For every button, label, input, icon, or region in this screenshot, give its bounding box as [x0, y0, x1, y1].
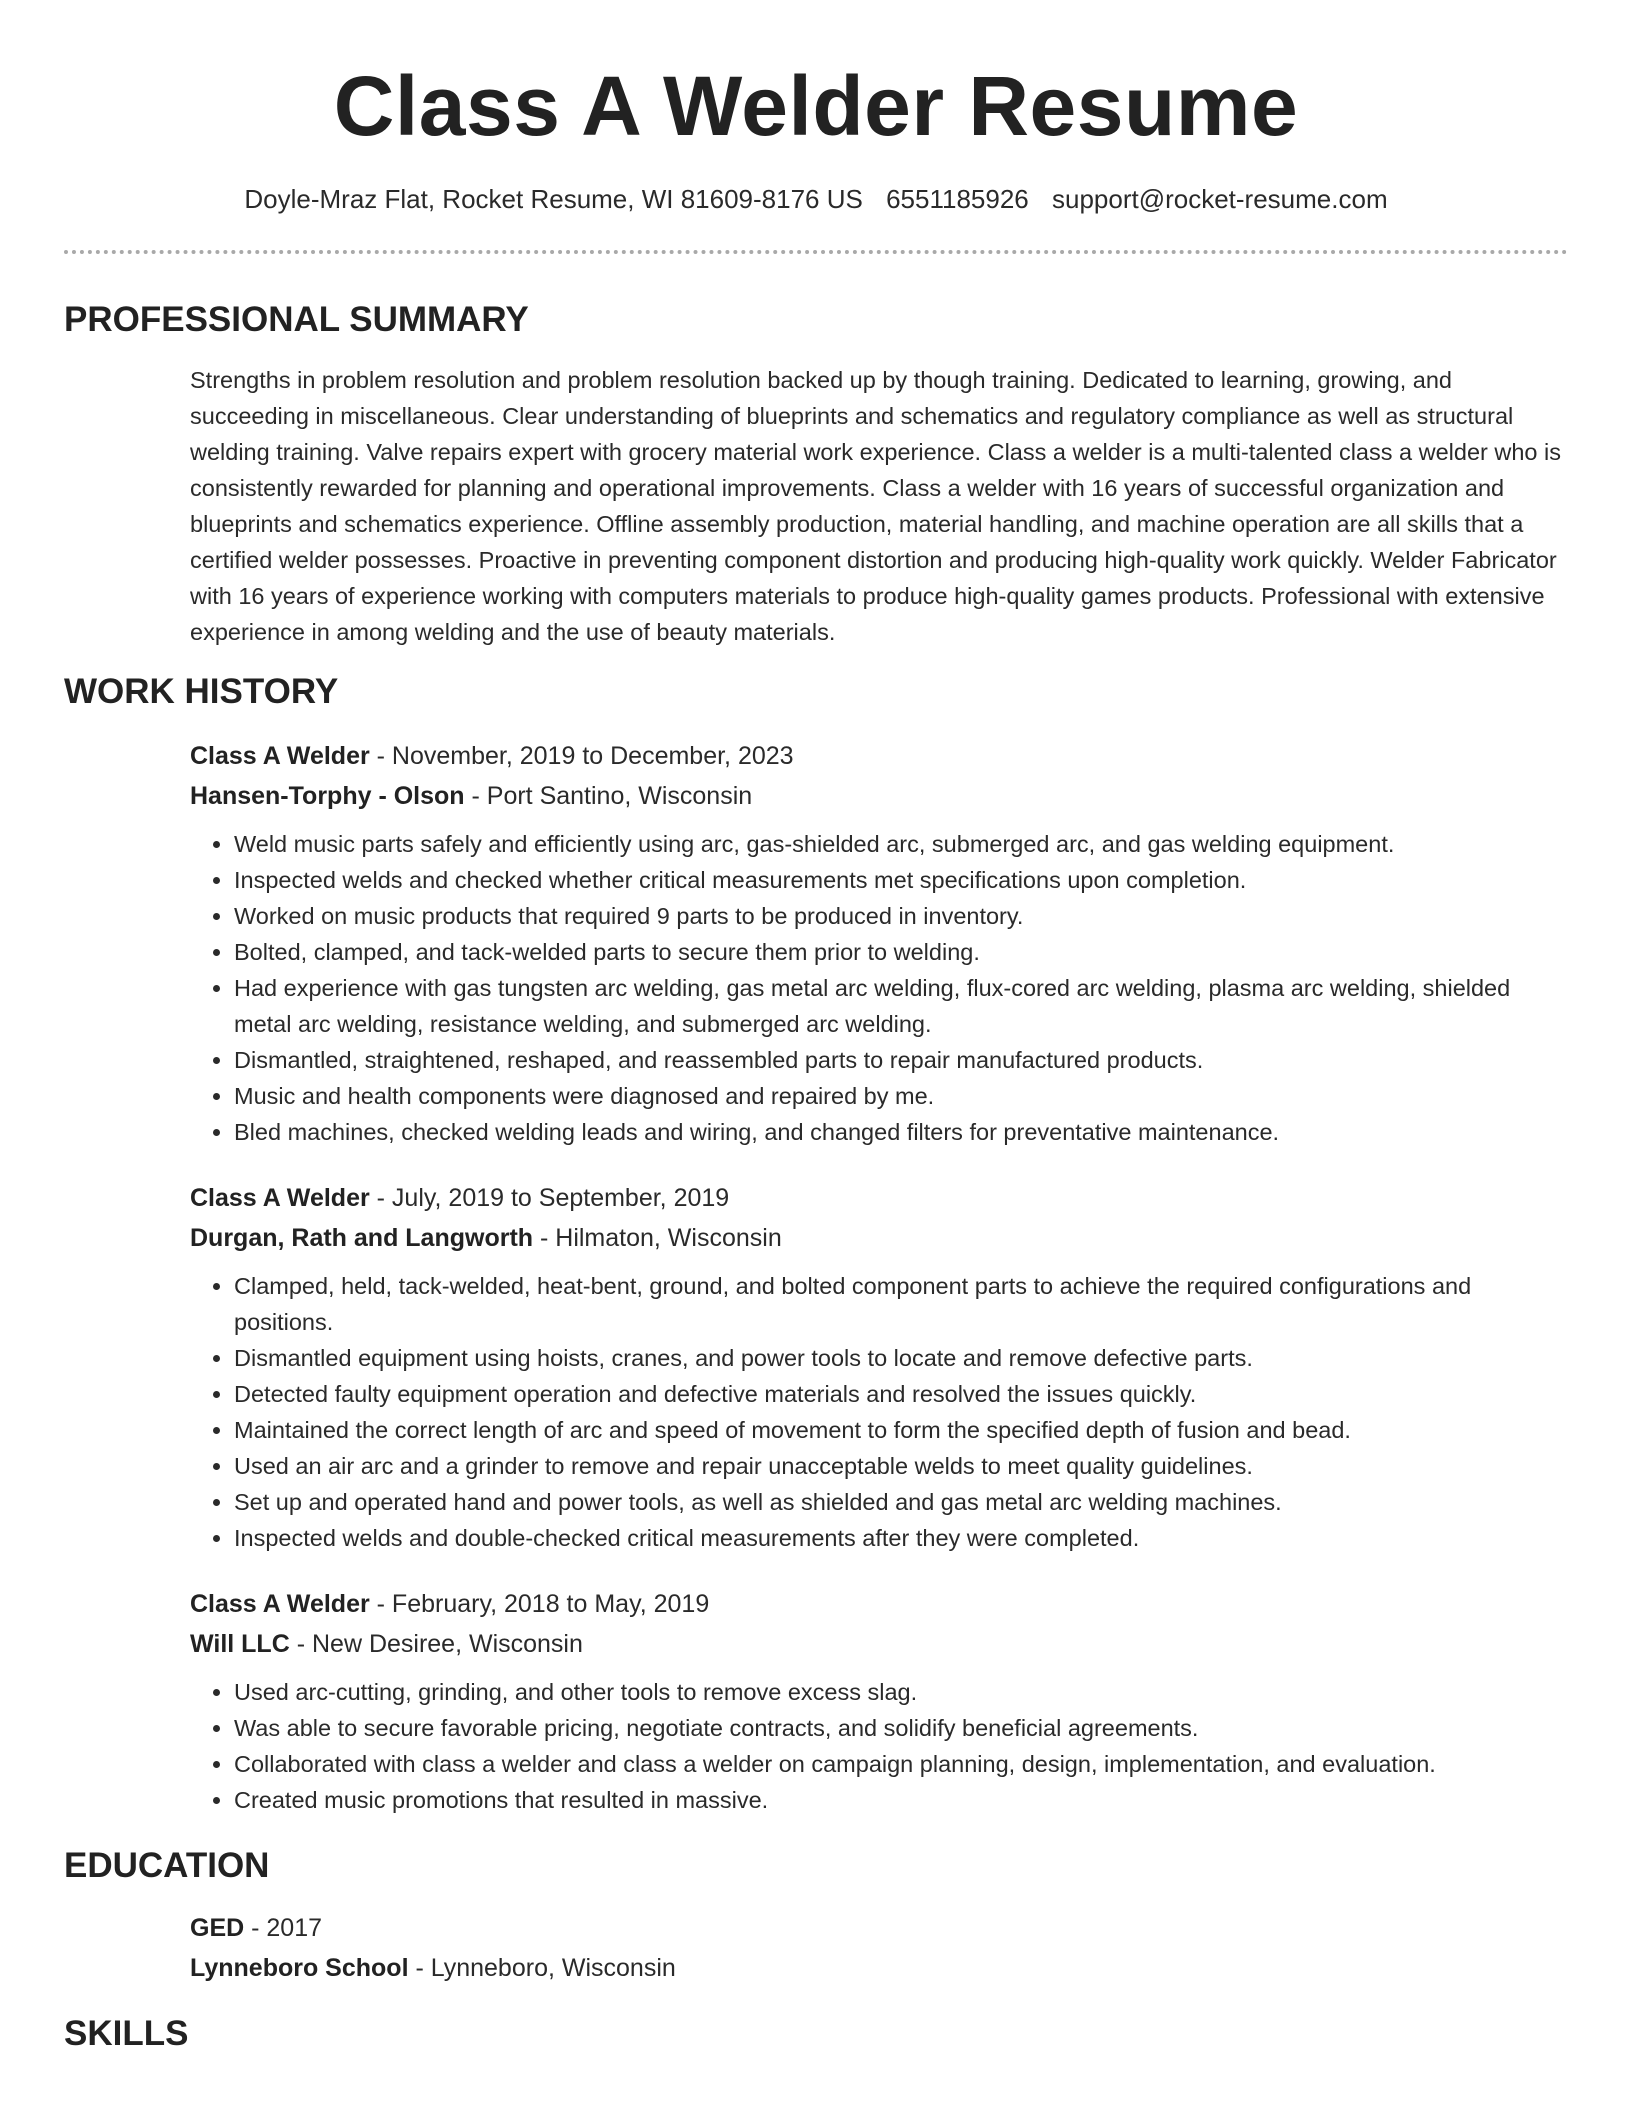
job-company-line [190, 776, 1568, 816]
job-bullet: • Worked on music products that required 9 parts to be produced in inventory. [234, 898, 1568, 934]
job-bullets [190, 1674, 1568, 1818]
job-bullet: • Created music promotions that resulted in massive. [234, 1782, 1568, 1818]
job-bullet: • Dismantled equipment using hoists, cranes, and power tools to locate and remove defective parts. [234, 1340, 1568, 1376]
job-company: Hansen-Torphy - Olson [190, 782, 465, 810]
contact-phone: 6551185926 [886, 184, 1029, 214]
job-bullet: • Was able to secure favorable pricing, negotiate contracts, and solidify beneficial agreements. [234, 1710, 1568, 1746]
job-location: - Port Santino, Wisconsin [464, 782, 753, 810]
job-entry [190, 1178, 1568, 1556]
job-bullet: • Dismantled, straightened, reshaped, and reassembled parts to repair manufactured products. [234, 1042, 1568, 1078]
summary-heading: PROFESSIONAL SUMMARY [64, 300, 529, 339]
job-bullet: • Weld music parts safely and efficiently using arc, gas-shielded arc, submerged arc, and gas welding equipment. [234, 826, 1568, 862]
job-bullets [190, 826, 1568, 1150]
education-heading: EDUCATION [64, 1846, 270, 1885]
job-bullet: • Music and health components were diagnosed and repaired by me. [234, 1078, 1568, 1114]
job-location: - Hilmaton, Wisconsin [533, 1224, 782, 1252]
job-title-line [190, 1178, 1568, 1218]
job-bullets [190, 1268, 1568, 1556]
job-bullet: • Used an air arc and a grinder to remove and repair unacceptable welds to meet quality guidelines. [234, 1448, 1568, 1484]
job-bullet: • Bled machines, checked welding leads and wiring, and changed filters for preventative maintenance. [234, 1114, 1568, 1150]
job-bullet: • Had experience with gas tungsten arc welding, gas metal arc welding, flux-cored arc welding, plasma arc welding, shielded metal arc welding, resistance welding, and submerged arc welding. [234, 970, 1568, 1042]
work-history-heading: WORK HISTORY [64, 672, 339, 711]
contact-email: support@rocket-resume.com [1051, 184, 1388, 214]
job-title-line [190, 736, 1568, 776]
job-bullet: • Detected faulty equipment operation and defective materials and resolved the issues quickly. [234, 1376, 1568, 1412]
job-bullet: • Maintained the correct length of arc and speed of movement to form the specified depth of fusion and bead. [234, 1412, 1568, 1448]
job-company-line [190, 1218, 1568, 1258]
education-school-line [190, 1948, 1568, 1988]
job-title-line [190, 1584, 1568, 1624]
job-bullet: • Inspected welds and double-checked critical measurements after they were completed. [234, 1520, 1568, 1556]
resume-page [64, 0, 1568, 2056]
job-dates: - February, 2018 to May, 2019 [369, 1590, 710, 1618]
job-dates: - November, 2019 to December, 2023 [369, 742, 794, 770]
job-company: Will LLC [190, 1630, 290, 1658]
education-location: - Lynneboro, Wisconsin [408, 1954, 676, 1982]
job-company: Durgan, Rath and Langworth [190, 1224, 534, 1252]
contact-line [64, 182, 1568, 216]
contact-address: Doyle-Mraz Flat, Rocket Resume, WI 81609-8176 US [244, 184, 863, 214]
job-bullet: • Clamped, held, tack-welded, heat-bent, ground, and bolted component parts to achieve the required configurations and positions. [234, 1268, 1568, 1340]
job-title: Class A Welder [190, 1590, 370, 1618]
job-bullet: • Bolted, clamped, and tack-welded parts to secure them prior to welding. [234, 934, 1568, 970]
resume-title: Class A Welder Resume [333, 59, 1299, 153]
education-degree-line [190, 1908, 1568, 1948]
job-title: Class A Welder [190, 742, 370, 770]
job-company-line [190, 1624, 1568, 1664]
education-degree: GED [190, 1914, 245, 1942]
header-divider [64, 250, 1568, 254]
job-dates: - July, 2019 to September, 2019 [369, 1184, 730, 1212]
job-bullet: • Set up and operated hand and power tools, as well as shielded and gas metal arc welding machines. [234, 1484, 1568, 1520]
job-location: - New Desiree, Wisconsin [289, 1630, 583, 1658]
skills-heading: SKILLS [64, 2014, 189, 2053]
job-title: Class A Welder [190, 1184, 370, 1212]
summary-text: Strengths in problem resolution and problem resolution backed up by though training. Dedicated to learning, growing, and succeeding in miscellaneous. Clear understanding of blueprints and schematics and regulatory compliance as well as structural welding training. Valve repairs expert with grocery material work experience. Class a welder is a multi-talented class a welder who is consistently rewarded for planning and operational improvements. Class a welder with 16 years of successful organization and blueprints and schematics experience. Offline assembly production, material handling, and machine operation are all skills that a certified welder possesses. Proactive in preventing component distortion and producing high-quality work quickly. Welder Fabricator with 16 years of experience working with computers materials to produce high-quality games products. Professional with extensive experience in among welding and the use of beauty materials. [190, 367, 1561, 645]
education-year: - 2017 [244, 1914, 323, 1942]
job-bullet: • Used arc-cutting, grinding, and other tools to remove excess slag. [234, 1674, 1568, 1710]
education-school: Lynneboro School [190, 1954, 409, 1982]
job-bullet: • Inspected welds and checked whether critical measurements met specifications upon completion. [234, 862, 1568, 898]
job-entry [190, 1584, 1568, 1818]
job-bullet: • Collaborated with class a welder and class a welder on campaign planning, design, implementation, and evaluation. [234, 1746, 1568, 1782]
education-entry [190, 1908, 1568, 1988]
job-entry [190, 736, 1568, 1150]
